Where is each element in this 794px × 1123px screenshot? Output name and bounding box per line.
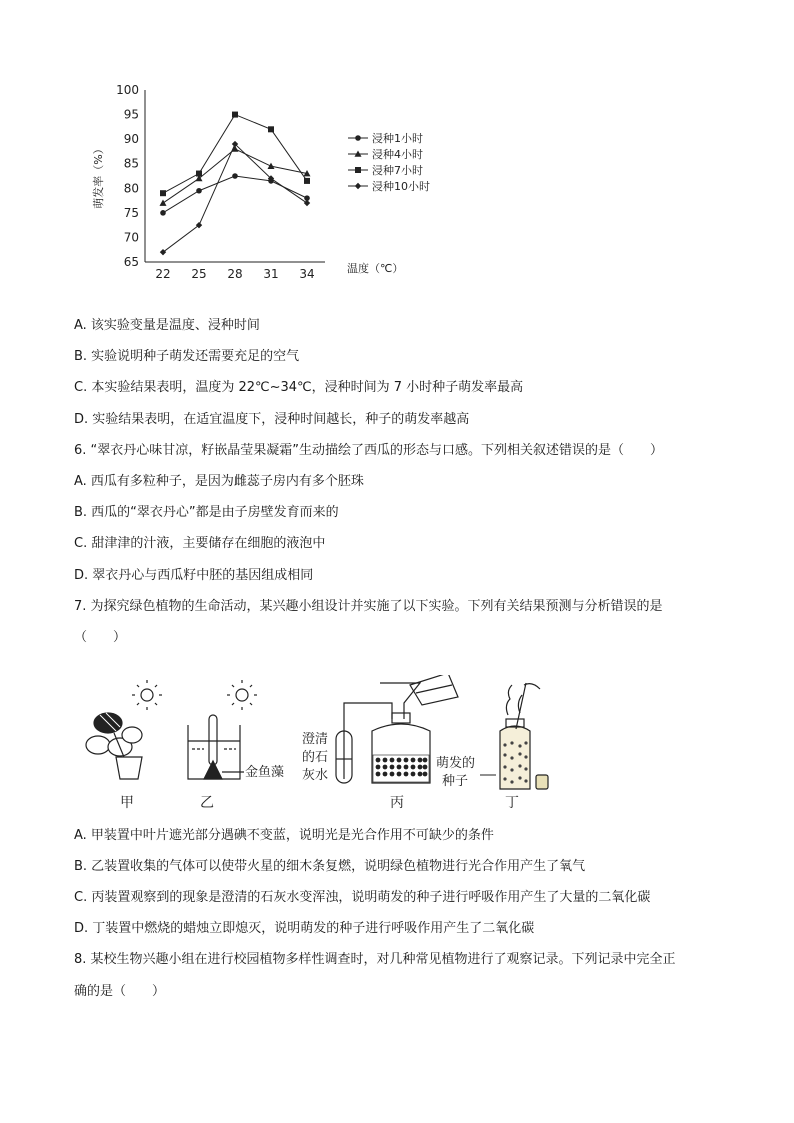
legend-item <box>348 179 430 193</box>
q8-stem: 8. 某校生物兴趣小组在进行校园植物多样性调查时，对几种常见植物进行了观察记录。下列记录中完全正 <box>74 952 676 967</box>
seeds-label-1: 萌发的 <box>436 756 476 771</box>
experiment-apparatus-figure <box>80 675 560 815</box>
y-tick-label: 95 <box>123 107 139 122</box>
limewater-label-1: 澄清 <box>302 732 329 747</box>
data-point <box>160 200 167 206</box>
data-point <box>355 167 361 173</box>
legend-label: 浸种10小时 <box>372 180 430 193</box>
series-3 <box>160 112 310 197</box>
figure-label-bing: 丙 <box>390 795 404 811</box>
chart-series <box>160 112 311 256</box>
limewater-label-3: 灰水 <box>302 768 329 783</box>
data-point <box>232 173 238 179</box>
q5-option-d: D. 实验结果表明，在适宜温度下，浸种时间越长，种子的萌发率越高 <box>74 412 470 427</box>
y-tick-label: 70 <box>123 230 139 245</box>
figure-label-yi: 乙 <box>200 795 214 811</box>
potted-plant-icon <box>86 713 142 779</box>
legend-label: 浸种1小时 <box>372 132 423 145</box>
x-tick-label: 22 <box>155 267 171 281</box>
data-point <box>196 171 202 177</box>
y-tick-label: 90 <box>123 132 139 147</box>
y-axis-ticks <box>116 83 139 269</box>
q5-option-c: C. 本实验结果表明，温度为 22℃~34℃，浸种时间为 7 小时种子萌发率最高 <box>74 380 524 395</box>
series-line <box>163 144 307 252</box>
legend-label: 浸种4小时 <box>372 148 423 161</box>
x-tick-label: 34 <box>299 267 315 281</box>
x-axis-label: 温度（℃） <box>347 262 404 275</box>
q6-option-b: B. 西瓜的“翠衣丹心”都是由子房壁发育而来的 <box>74 505 339 520</box>
data-point <box>196 188 202 194</box>
y-tick-label: 100 <box>116 83 139 97</box>
y-tick-label: 75 <box>123 205 139 220</box>
q7-stem-paren: （ ） <box>74 630 127 645</box>
q7-option-c: C. 丙装置观察到的现象是澄清的石灰水变浑浊，说明萌发的种子进行呼吸作用产生了大量的二氧化碳 <box>74 890 651 905</box>
sun-icon <box>227 680 257 710</box>
seeds-label-2: 种子 <box>442 774 469 789</box>
legend-item <box>348 147 423 161</box>
q5-option-a: A. 该实验变量是温度、浸种时间 <box>74 318 260 333</box>
beaker-icon <box>188 715 244 779</box>
legend-label: 浸种7小时 <box>372 164 423 177</box>
data-point <box>160 190 166 196</box>
y-tick-label: 65 <box>123 255 139 269</box>
x-tick-label: 31 <box>263 267 279 281</box>
data-point <box>355 183 361 189</box>
data-point <box>268 163 275 169</box>
q6-option-c: C. 甜津津的汁液，主要储存在细胞的液泡中 <box>74 536 326 551</box>
chart-legend <box>348 131 430 193</box>
bottle-with-candle-icon <box>500 683 548 789</box>
series-line <box>163 115 307 194</box>
limewater-label-2: 的石 <box>302 750 329 765</box>
q7-option-b: B. 乙装置收集的气体可以使带火星的细木条复燃，说明绿色植物进行光合作用产生了氧气 <box>74 859 586 874</box>
x-tick-label: 25 <box>191 267 207 281</box>
q5-option-b: B. 实验说明种子萌发还需要充足的空气 <box>74 349 300 364</box>
figure-label-ding: 丁 <box>505 795 519 811</box>
q7-option-a: A. 甲装置中叶片遮光部分遇碘不变蓝，说明光是光合作用不可缺少的条件 <box>74 828 494 843</box>
q7-option-d: D. 丁装置中燃烧的蜡烛立即熄灭，说明萌发的种子进行呼吸作用产生了二氧化碳 <box>74 921 535 936</box>
y-tick-label: 85 <box>123 156 139 171</box>
legend-item <box>348 163 423 177</box>
data-point <box>304 200 310 206</box>
y-axis-label: 萌发率（%） <box>92 143 105 209</box>
q7-stem: 7. 为探究绿色植物的生命活动，某兴趣小组设计并实施了以下实验。下列有关结果预测与分析错误的是 <box>74 599 663 614</box>
figure-label-jia: 甲 <box>120 795 134 811</box>
series-1 <box>160 173 310 215</box>
sun-icon <box>132 680 162 710</box>
series-4 <box>160 141 310 256</box>
data-point <box>160 210 166 216</box>
germination-rate-chart <box>80 80 460 290</box>
data-point <box>304 178 310 184</box>
x-tick-label: 28 <box>227 267 243 281</box>
legend-item <box>348 131 423 145</box>
x-axis-ticks <box>155 267 314 281</box>
goldfish-weed-label: 金鱼藻 <box>245 765 285 780</box>
data-point <box>232 112 238 118</box>
y-tick-label: 80 <box>123 181 139 196</box>
q6-option-a: A. 西瓜有多粒种子，是因为雌蕊子房内有多个胚珠 <box>74 474 364 489</box>
q6-stem: 6. “翠衣丹心味甘凉，籽嵌晶莹果凝霜”生动描绘了西瓜的形态与口感。下列相关叙述错误的是（ ） <box>74 443 664 458</box>
data-point <box>355 135 361 141</box>
q6-option-d: D. 翠衣丹心与西瓜籽中胚的基因组成相同 <box>74 568 314 583</box>
q8-stem-line2: 确的是（ ） <box>74 984 166 999</box>
seeds-pile-icon <box>373 755 429 782</box>
data-point <box>268 126 274 132</box>
